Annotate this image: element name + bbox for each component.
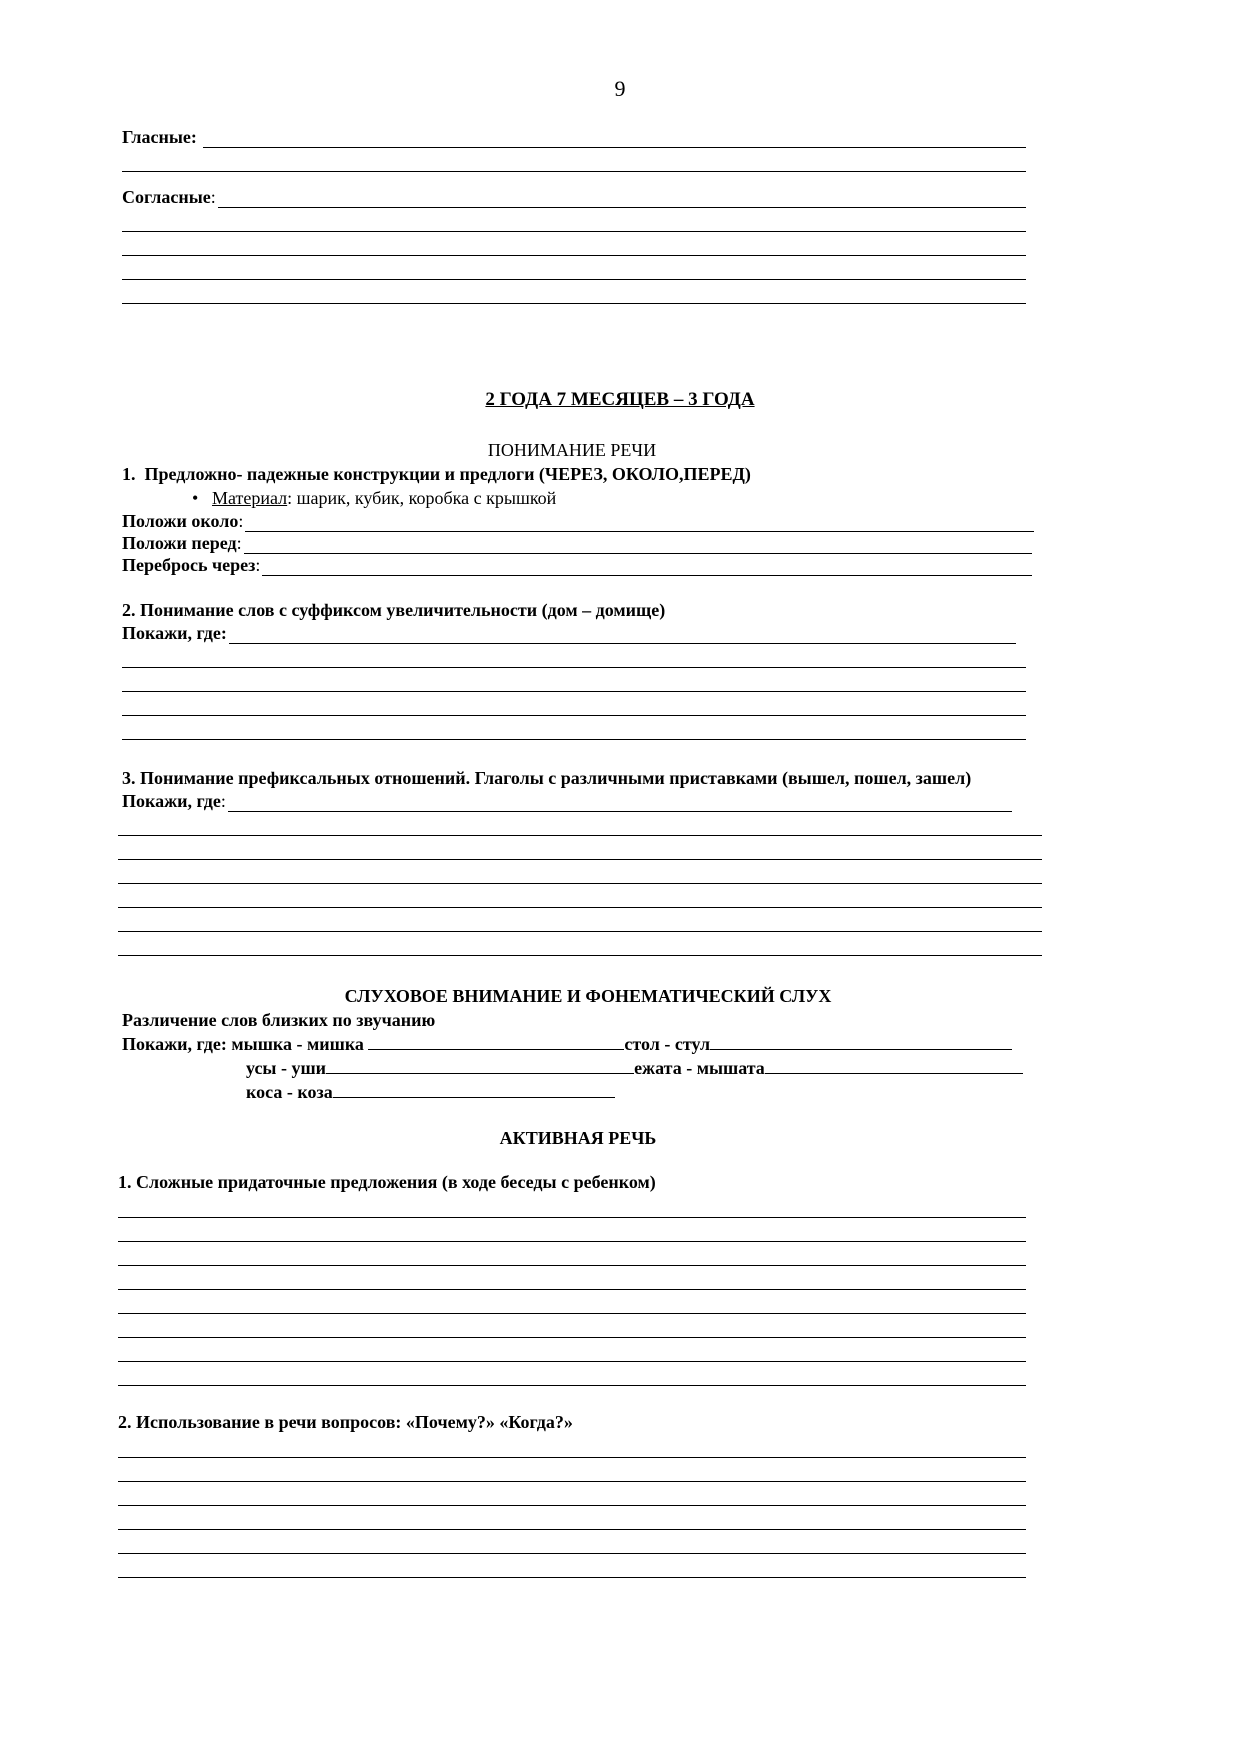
row-put-front <box>122 532 1026 554</box>
blank-line[interactable] <box>118 1220 1026 1242</box>
consonants-input-line[interactable] <box>218 191 1026 208</box>
blank-line[interactable] <box>118 1460 1026 1482</box>
blank-line[interactable] <box>122 282 1026 304</box>
blank-line[interactable] <box>118 1556 1026 1578</box>
task3-prompt: Покажи, где <box>122 791 221 811</box>
blank-line[interactable] <box>118 1292 1026 1314</box>
put-front-colon: : <box>236 533 242 553</box>
task1-number: 1. <box>122 464 136 484</box>
task3-prompt-row <box>122 790 1026 812</box>
blank-line[interactable] <box>118 1268 1026 1290</box>
vowels-extra-lines <box>122 150 1026 172</box>
blank-line[interactable] <box>118 934 1042 956</box>
blank-line[interactable] <box>118 1436 1026 1458</box>
put-front-label-group <box>122 532 242 554</box>
material-row <box>122 486 1026 510</box>
pair-braid-input[interactable] <box>333 1081 615 1098</box>
blank-line[interactable] <box>118 910 1042 932</box>
vowels-label: Гласные: <box>122 127 197 147</box>
understanding-block <box>122 438 1026 956</box>
blank-line[interactable] <box>122 258 1026 280</box>
pair-mouse: мышка - мишка <box>231 1034 364 1054</box>
pair-braid: коса - коза <box>246 1082 333 1102</box>
pair-table: стол - стул <box>624 1034 711 1054</box>
put-front-input-line[interactable] <box>244 537 1032 554</box>
material-label: Материал <box>212 488 288 508</box>
hearing-row-2 <box>122 1056 1026 1080</box>
task3-input-line[interactable] <box>228 795 1012 812</box>
material-text: : шарик, кубик, коробка с крышкой <box>287 488 557 508</box>
task3-extra-lines <box>118 814 1042 956</box>
blank-line[interactable] <box>118 1244 1026 1266</box>
pair-mustache-input[interactable] <box>326 1057 634 1074</box>
blank-line[interactable] <box>122 718 1026 740</box>
hearing-row-1 <box>122 1032 1026 1056</box>
blank-line[interactable] <box>122 694 1026 716</box>
blank-line[interactable] <box>118 1484 1026 1506</box>
blank-line[interactable] <box>122 150 1026 172</box>
throw-over-label: Переброcь через <box>122 555 256 575</box>
put-front-label: Положи перед <box>122 533 237 553</box>
bullet-icon: • <box>192 488 199 508</box>
row-put-near <box>122 510 1026 532</box>
blank-line[interactable] <box>118 886 1042 908</box>
consonants-colon: : <box>210 187 216 207</box>
task1-title-row <box>122 462 1026 486</box>
throw-over-input-line[interactable] <box>262 559 1032 576</box>
hearing-subheading: Различение слов близких по звучанию <box>122 1010 436 1030</box>
pair-table-input[interactable] <box>710 1033 1012 1050</box>
task1-title: Предложно- падежные конструкции и предлоги (ЧЕРЕЗ, ОКОЛО,ПЕРЕД) <box>144 464 751 484</box>
hearing-row-3 <box>122 1080 1026 1104</box>
blank-line[interactable] <box>122 646 1026 668</box>
throw-over-label-group <box>122 554 260 576</box>
blank-line[interactable] <box>118 1340 1026 1362</box>
vowels-input-line[interactable] <box>203 131 1026 148</box>
blank-line[interactable] <box>118 1364 1026 1386</box>
blank-line[interactable] <box>122 234 1026 256</box>
blank-line[interactable] <box>122 210 1026 232</box>
throw-over-colon: : <box>255 555 261 575</box>
pair-mustache: усы - уши <box>246 1058 327 1078</box>
put-near-input-line[interactable] <box>245 515 1034 532</box>
vowels-row <box>122 126 1026 148</box>
active-task2-title: 2. Использование в речи вопросов: «Почему?» «Когда?» <box>118 1412 573 1432</box>
consonants-label: Согласные <box>122 187 211 207</box>
active-task2-lines <box>118 1436 1026 1578</box>
phonemes-block <box>122 126 1026 304</box>
blank-line[interactable] <box>118 814 1042 836</box>
blank-line[interactable] <box>118 1508 1026 1530</box>
hearing-block <box>122 984 1026 1104</box>
blank-line[interactable] <box>118 1316 1026 1338</box>
blank-line[interactable] <box>118 1196 1026 1218</box>
task2-prompt: Покажи, где: <box>122 623 227 643</box>
task2-extra-lines <box>122 646 1026 740</box>
task3-title: 3. Понимание префиксальных отношений. Глаголы с различными приставками (вышел, пошел, зашел) <box>122 768 972 788</box>
active-task1-lines <box>118 1196 1026 1386</box>
put-near-colon: : <box>238 511 244 531</box>
put-near-label-group <box>122 510 243 532</box>
active-task1-title: 1. Сложные придаточные предложения (в ходе беседы с ребенком) <box>118 1172 656 1192</box>
active-block <box>118 1126 1026 1578</box>
hearing-prompt: Покажи, где: <box>122 1034 227 1054</box>
age-title: 2 ГОДА 7 МЕСЯЦЕВ – 3 ГОДА <box>485 389 755 410</box>
pair-hedgehogs: ежата - мышата <box>634 1058 765 1078</box>
blank-line[interactable] <box>118 1532 1026 1554</box>
page-number: 9 <box>614 76 626 101</box>
task2-title: 2. Понимание слов с суффиксом увеличительности (дом – домище) <box>122 600 666 620</box>
task2-prompt-row <box>122 622 1026 644</box>
task3-prompt-group <box>122 790 226 812</box>
consonants-extra-lines <box>122 210 1026 304</box>
row-throw-over <box>122 554 1026 576</box>
pair-hedgehogs-input[interactable] <box>765 1057 1023 1074</box>
put-near-label: Положи около <box>122 511 239 531</box>
consonants-label-group <box>122 186 216 208</box>
consonants-row <box>122 186 1026 208</box>
pair-mouse-input[interactable] <box>368 1033 624 1050</box>
task2-input-line[interactable] <box>229 627 1016 644</box>
task3-colon: : <box>220 791 226 811</box>
understanding-heading: ПОНИМАНИЕ РЕЧИ <box>487 440 657 460</box>
blank-line[interactable] <box>118 862 1042 884</box>
blank-line[interactable] <box>122 670 1026 692</box>
blank-line[interactable] <box>118 838 1042 860</box>
hearing-heading: СЛУХОВОЕ ВНИМАНИЕ И ФОНЕМАТИЧЕСКИЙ СЛУХ <box>344 986 832 1006</box>
active-heading: АКТИВНАЯ РЕЧЬ <box>499 1128 657 1148</box>
age-section-title <box>0 388 1240 412</box>
